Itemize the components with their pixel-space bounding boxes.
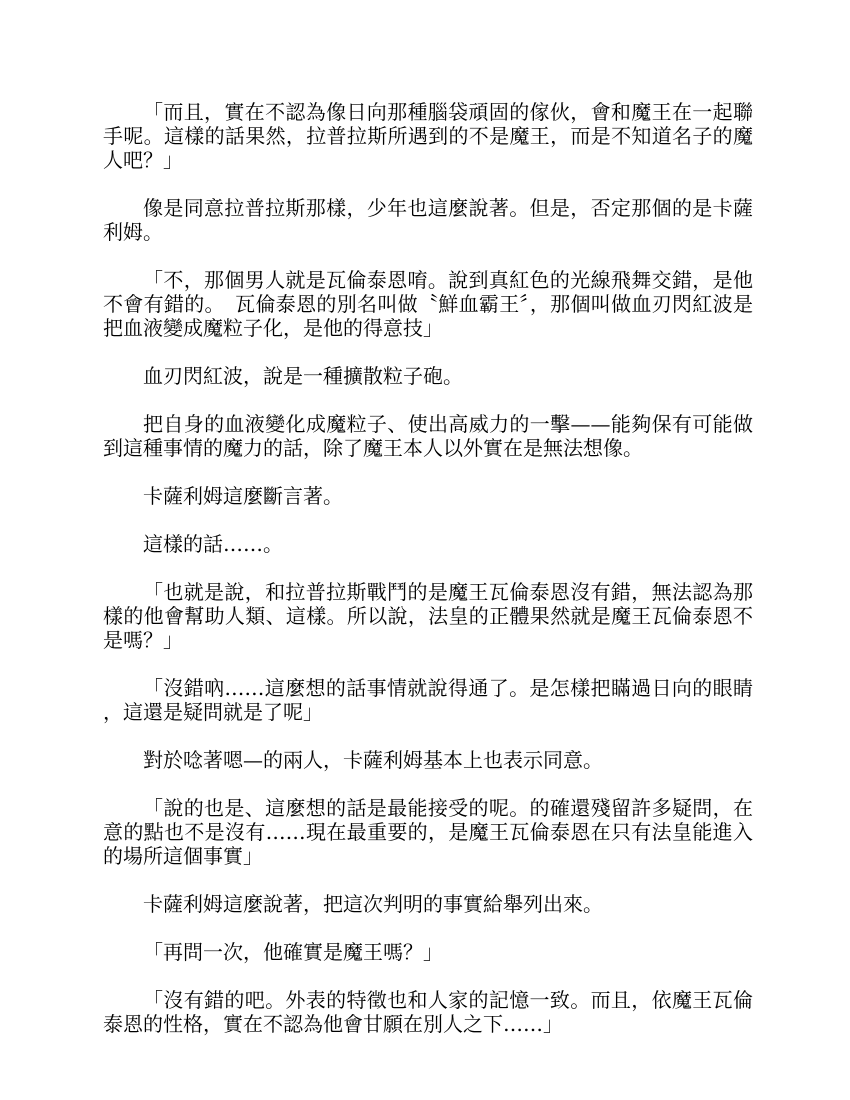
paragraph: 對於唸著嗯—的兩人，卡薩利姆基本上也表示同意。 bbox=[143, 748, 603, 772]
paragraph: 像是同意拉普拉斯那樣，少年也這麼說著。但是，否定那個的是卡薩利姆。 bbox=[103, 196, 753, 244]
paragraph: 「沒錯吶……這麼想的話事情就說得通了。是怎樣把瞞過日向的眼睛，這還是疑問就是了呢」 bbox=[103, 676, 753, 724]
paragraph: 「說的也是、這麼想的話是最能接受的呢。的確還殘留許多疑問，在意的點也不是沒有……現在最重要的，是魔王瓦倫泰恩在只有法皇能進入的場所這個事實」 bbox=[103, 796, 753, 868]
text-body bbox=[103, 100, 753, 1060]
paragraph: 把自身的血液變化成魔粒子、使出高威力的一擊——能夠保有可能做到這種事情的魔力的話，除了魔王本人以外實在是無法想像。 bbox=[103, 412, 753, 460]
paragraph: 「而且，實在不認為像日向那種腦袋頑固的傢伙，會和魔王在一起聯手呢。這樣的話果然，拉普拉斯所遇到的不是魔王，而是不知道名子的魔人吧？」 bbox=[103, 100, 753, 172]
paragraph: 「也就是說，和拉普拉斯戰鬥的是魔王瓦倫泰恩沒有錯，無法認為那樣的他會幫助人類、這樣。所以說，法皇的正體果然就是魔王瓦倫泰恩不是嗎？」 bbox=[103, 580, 753, 652]
paragraph: 「沒有錯的吧。外表的特徵也和人家的記憶一致。而且，依魔王瓦倫泰恩的性格，實在不認為他會甘願在別人之下……」 bbox=[103, 988, 753, 1036]
paragraph: 這樣的話……。 bbox=[143, 532, 283, 556]
paragraph: 「不，那個男人就是瓦倫泰恩唷。說到真紅色的光線飛舞交錯，是他不會有錯的。 瓦倫泰恩的別名叫做〝鮮血霸王〞，那個叫做血刃閃紅波是把血液變成魔粒子化，是他的得意技」 bbox=[103, 268, 753, 340]
paragraph: 卡薩利姆這麼斷言著。 bbox=[143, 484, 343, 508]
paragraph: 血刃閃紅波，說是一種擴散粒子砲。 bbox=[143, 364, 463, 388]
paragraph: 「再問一次，他確實是魔王嗎？」 bbox=[143, 940, 443, 964]
paragraph: 卡薩利姆這麼說著，把這次判明的事實給舉列出來。 bbox=[143, 892, 603, 916]
